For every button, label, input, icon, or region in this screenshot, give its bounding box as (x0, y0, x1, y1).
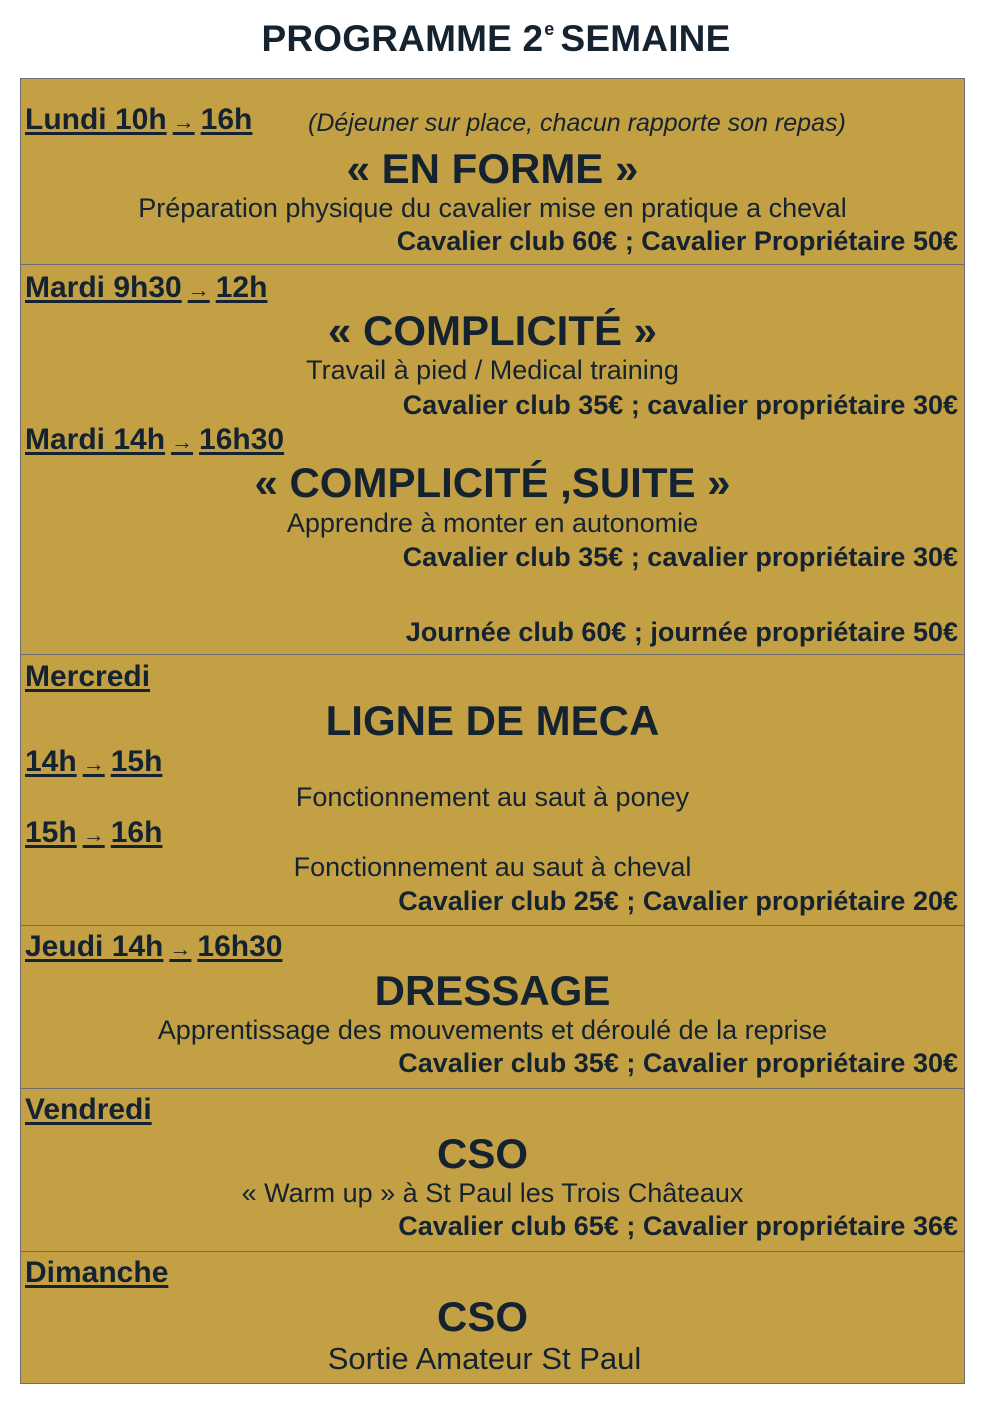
title-main: PROGRAMME 2 (261, 18, 544, 59)
day-end: 16h (200, 103, 253, 136)
day-end: 16h30 (197, 930, 283, 963)
section-mercredi (21, 654, 964, 925)
lunch-note: (Déjeuner sur place, chacun rapporte son repas) (308, 109, 846, 137)
day-price-line: Journée club 60€ ; journée propriétaire 50€ (405, 617, 958, 647)
day-label-vendredi: Vendredi (25, 1093, 152, 1126)
day-end: 12h (215, 271, 268, 304)
price-line: Cavalier club 65€ ; Cavalier propriétaire 36€ (398, 1211, 958, 1241)
day-start: Mardi 9h30 (25, 271, 182, 304)
title-superscript: e (544, 19, 555, 39)
arrow-icon: → (172, 109, 195, 134)
price-line: Cavalier club 60€ ; Cavalier Propriétaire 50€ (396, 226, 958, 256)
section-lundi (21, 79, 964, 264)
day-label-dimanche: Dimanche (25, 1256, 169, 1289)
activity-description: Sortie Amateur St Paul (327, 1341, 642, 1376)
activity-description: Préparation physique du cavalier mise en pratique a cheval (138, 193, 847, 223)
arrow-icon: → (171, 429, 194, 454)
activity-heading: CSO (436, 1130, 528, 1177)
activity-description: « Warm up » à St Paul les Trois Châteaux (241, 1178, 744, 1208)
activity-description: Apprentissage des mouvements et déroulé de la reprise (157, 1015, 828, 1045)
day-label-jeudi (25, 930, 282, 964)
day-label-mercredi: Mercredi (25, 660, 151, 693)
slot-end: 15h (110, 745, 163, 778)
slot-end: 16h (110, 816, 163, 849)
arrow-icon: → (82, 822, 105, 847)
time-slot-2 (25, 816, 162, 850)
price-line: Cavalier club 35€ ; cavalier propriétaire 30€ (402, 542, 958, 572)
activity-description: Fonctionnement au saut à cheval (293, 852, 692, 882)
activity-heading: DRESSAGE (374, 967, 611, 1014)
day-label-mardi-pm (25, 423, 284, 457)
title-rest: SEMAINE (560, 18, 731, 59)
price-line: Cavalier club 35€ ; cavalier propriétaire 30€ (402, 390, 958, 420)
section-vendredi (21, 1088, 964, 1251)
activity-description: Apprendre à monter en autonomie (286, 508, 699, 538)
activity-heading: LIGNE DE MECA (325, 697, 660, 744)
time-slot-1 (25, 745, 162, 779)
slot-start: 15h (25, 816, 77, 849)
arrow-icon: → (82, 751, 105, 776)
activity-heading: CSO (436, 1293, 528, 1340)
activity-description: Fonctionnement au saut à poney (295, 782, 690, 812)
arrow-icon: → (169, 936, 192, 961)
price-line: Cavalier club 35€ ; Cavalier propriétaire 30€ (398, 1048, 958, 1078)
activity-heading: « COMPLICITÉ » (327, 307, 658, 354)
activity-description: Travail à pied / Medical training (306, 355, 679, 385)
section-jeudi (21, 925, 964, 1088)
price-line: Cavalier club 25€ ; Cavalier propriétaire 20€ (398, 886, 958, 916)
programme-table (20, 78, 965, 1384)
page-title (0, 18, 992, 60)
activity-heading: « EN FORME » (346, 145, 639, 192)
day-start: Mardi 14h (25, 423, 166, 456)
activity-heading: « COMPLICITÉ ,SUITE » (254, 459, 731, 506)
day-label-mardi-am (25, 271, 267, 305)
day-end: 16h30 (199, 423, 285, 456)
section-mardi (21, 264, 964, 654)
day-start: Jeudi 14h (25, 930, 164, 963)
day-label-lundi (25, 103, 252, 137)
arrow-icon: → (187, 277, 210, 302)
slot-start: 14h (25, 745, 77, 778)
day-start: Lundi 10h (25, 103, 167, 136)
section-dimanche (21, 1251, 964, 1383)
